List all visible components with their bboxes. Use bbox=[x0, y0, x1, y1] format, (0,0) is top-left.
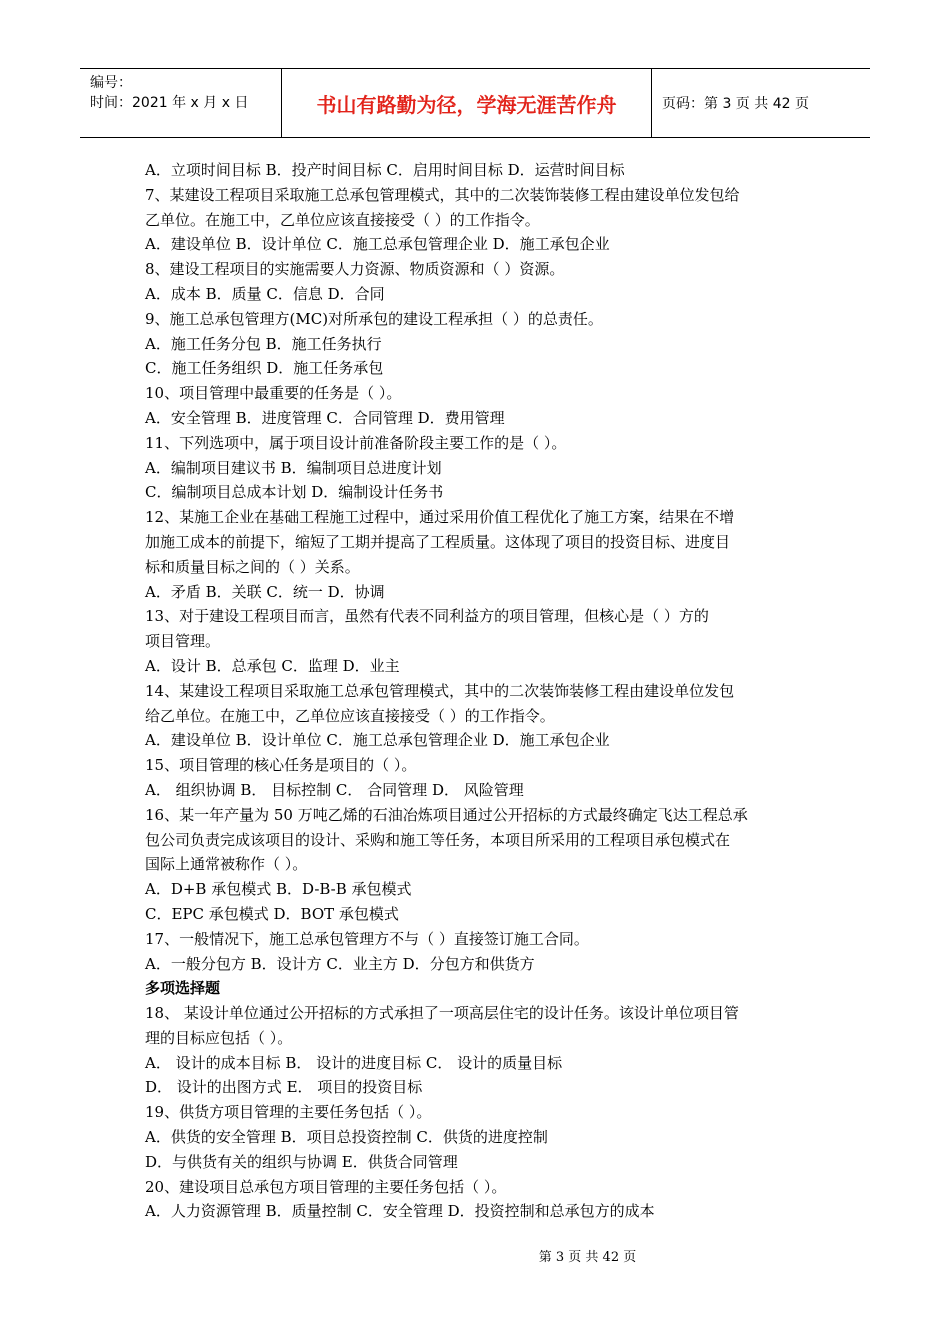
text-line: A．设计 B．总承包 C．监理 D．业主 bbox=[145, 656, 400, 675]
text-line: 9、施工总承包管理方(MC)对所承包的建设工程承担（ ）的总责任。 bbox=[145, 309, 603, 328]
text-line: A．立项时间目标 B．投产时间目标 C．启用时间目标 D．运营时间目标 bbox=[145, 161, 625, 179]
text-line: C．编制项目总成本计划 D．编制设计任务书 bbox=[145, 483, 444, 502]
text-line: 20、建设项目总承包方项目管理的主要任务包括（ ）。 bbox=[145, 1177, 507, 1196]
text-line: A．一般分包方 B．设计方 C．业主方 D．分包方和供货方 bbox=[145, 954, 535, 973]
text-line: 乙单位。在施工中，乙单位应该直接接受（ ）的工作指令。 bbox=[145, 210, 540, 229]
text-line: A．编制项目建议书 B．编制项目总进度计划 bbox=[145, 458, 442, 477]
header-meta bbox=[80, 69, 282, 137]
text-line: 包公司负责完成该项目的设计、采购和施工等任务，本项目所采用的工程项目承包模式在 bbox=[145, 830, 731, 849]
text-line: A．成本 B．质量 C．信息 D．合同 bbox=[145, 284, 385, 303]
text-line: A．D+B 承包模式 B．D-B-B 承包模式 bbox=[145, 880, 412, 899]
text-line: A．施工任务分包 B．施工任务执行 bbox=[145, 334, 382, 353]
text-line: 13、对于建设工程项目而言，虽然有代表不同利益方的项目管理，但核心是（ ）方的 bbox=[145, 607, 709, 626]
section-heading: 多项选择题 bbox=[145, 979, 221, 998]
text-line: 14、某建设工程项目采取施工总承包管理模式，其中的二次装饰装修工程由建设单位发包 bbox=[145, 681, 735, 700]
text-line: D． 设计的出图方式 E． 项目的投资目标 bbox=[145, 1078, 423, 1097]
document-time-label: 时间：2021 年 x 月 x 日 bbox=[90, 95, 249, 111]
header-motto: 书山有路勤为径，学海无涯苦作舟 bbox=[282, 69, 652, 137]
text-line: 17、一般情况下，施工总承包管理方不与（ ）直接签订施工合同。 bbox=[145, 929, 589, 948]
text-line: 10、项目管理中最重要的任务是（ ）。 bbox=[145, 384, 402, 403]
text-line: A．建设单位 B．设计单位 C．施工总承包管理企业 D．施工承包企业 bbox=[145, 731, 610, 750]
text-line: 理的目标应包括（ ）。 bbox=[145, 1028, 293, 1047]
text-line: A．人力资源管理 B．质量控制 C．安全管理 D．投资控制和总承包方的成本 bbox=[145, 1202, 655, 1221]
text-line: A．建设单位 B．设计单位 C．施工总承包管理企业 D．施工承包企业 bbox=[145, 235, 610, 254]
text-line: 19、供货方项目管理的主要任务包括（ ）。 bbox=[145, 1103, 432, 1122]
page-header bbox=[80, 68, 870, 138]
text-line: 7、某建设工程项目采取施工总承包管理模式，其中的二次装饰装修工程由建设单位发包给 bbox=[145, 185, 740, 204]
text-line: 项目管理。 bbox=[145, 632, 221, 651]
text-line: 国际上通常被称作（ ）。 bbox=[145, 855, 308, 874]
text-line: C．施工任务组织 D．施工任务承包 bbox=[145, 359, 384, 378]
text-line: 18、 某设计单位通过公开招标的方式承担了一项高层住宅的设计任务。该设计单位项目管 bbox=[145, 1004, 739, 1023]
text-line: 15、项目管理的核心任务是项目的（ ）。 bbox=[145, 756, 417, 775]
text-line: A． 组织协调 B． 目标控制 C． 合同管理 D． 风险管理 bbox=[145, 780, 524, 799]
text-line: 11、下列选项中，属于项目设计前准备阶段主要工作的是（ ）。 bbox=[145, 433, 567, 452]
text-line: 标和质量目标之间的（ ）关系。 bbox=[145, 557, 360, 576]
text-line: A．矛盾 B．关联 C．统一 D．协调 bbox=[145, 582, 385, 601]
document-body bbox=[145, 158, 810, 1224]
text-line: A．供货的安全管理 B．项目总投资控制 C．供货的进度控制 bbox=[145, 1128, 548, 1147]
header-page-number: 页码：第 3 页 共 42 页 bbox=[662, 96, 809, 112]
text-line: 给乙单位。在施工中，乙单位应该直接接受（ ）的工作指令。 bbox=[145, 706, 555, 725]
text-line: 12、某施工企业在基础工程施工过程中，通过采用价值工程优化了施工方案，结果在不增 bbox=[145, 508, 735, 527]
page-footer: 第 3 页 共 42 页 bbox=[538, 1250, 637, 1265]
text-line: A．安全管理 B．进度管理 C．合同管理 D．费用管理 bbox=[145, 408, 505, 427]
text-line: 8、建设工程项目的实施需要人力资源、物质资源和（ ）资源。 bbox=[145, 260, 565, 279]
text-line: 16、某一年产量为 50 万吨乙烯的石油冶炼项目通过公开招标的方式最终确定飞达工程总承 bbox=[145, 805, 748, 824]
text-line: A． 设计的成本目标 B． 设计的进度目标 C． 设计的质量目标 bbox=[145, 1053, 563, 1072]
text-line: C．EPC 承包模式 D．BOT 承包模式 bbox=[145, 904, 399, 923]
document-number-label: 编号： bbox=[90, 75, 132, 91]
text-line: 加施工成本的前提下，缩短了工期并提高了工程质量。这体现了项目的投资目标、进度目 bbox=[145, 532, 731, 551]
text-line: D．与供货有关的组织与协调 E．供货合同管理 bbox=[145, 1152, 458, 1171]
